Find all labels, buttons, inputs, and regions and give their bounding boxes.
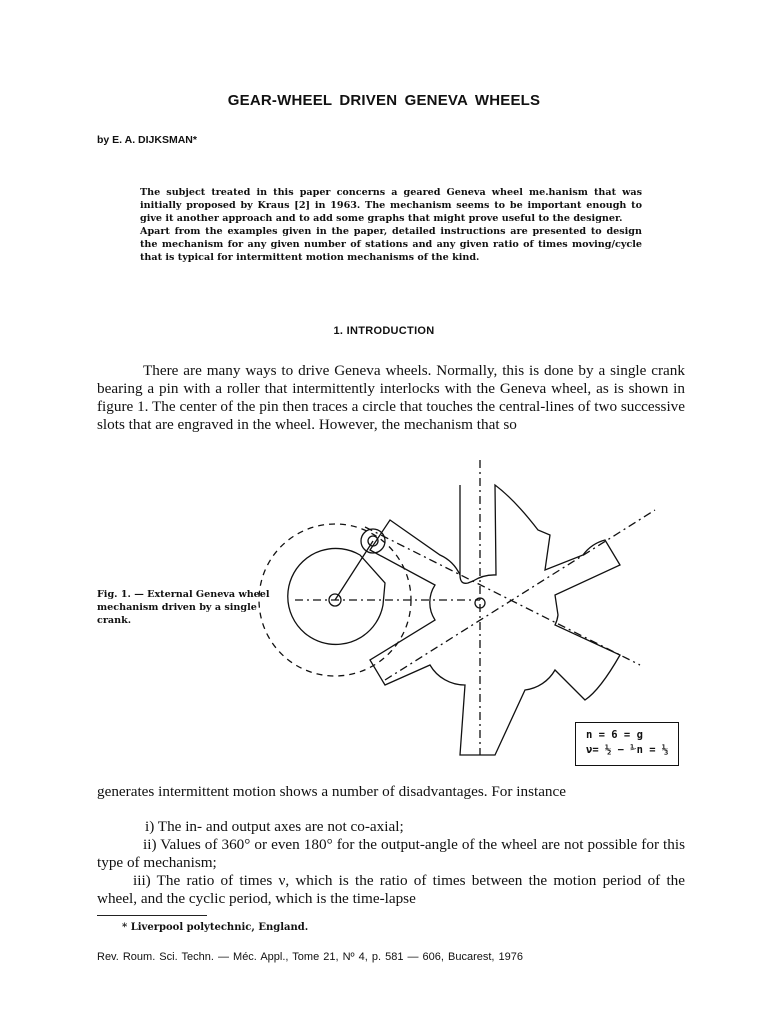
figure-caption: Fig. 1. — External Geneva wheel mechanism driven by a single crank. — [97, 589, 270, 626]
list-item: ii) Values of 360° or even 180° for the output-angle of the wheel are not possible for this type of mechanism; — [97, 836, 685, 871]
abstract-paragraph: Apart from the examples given in the paper, detailed instructions are presented to design the mechanism for any given number of stations and any given ratio of times moving/cycle that is typical for intermittent motion mechanisms of the kind. — [140, 226, 642, 263]
footnote: * Liverpool polytechnic, England. — [122, 922, 309, 933]
geneva-wheel-outline — [370, 485, 620, 755]
abstract — [140, 186, 642, 264]
author-byline: by E. A. DIJKSMAN* — [97, 134, 197, 146]
paper-title: GEAR-WHEEL DRIVEN GENEVA WHEELS — [227, 92, 541, 109]
footnote-divider — [97, 915, 207, 916]
crank-arm — [335, 541, 373, 600]
journal-citation: Rev. Roum. Sci. Techn. — Méc. Appl., Tome 21, Nº 4, p. 581 — 606, Bucarest, 1976 — [97, 951, 524, 963]
section-heading: 1. INTRODUCTION — [333, 325, 435, 337]
abstract-paragraph: The subject treated in this paper concerns a geared Geneva wheel me.hanism that was initially proposed by Kraus [2] in 1963. The mechanism seems to be important enough to give it another approach and to add some graphs that might prove useful to the designer. — [140, 187, 642, 224]
continuation-paragraph: generates intermittent motion shows a number of disadvantages. For instance — [97, 783, 567, 800]
parameter-box — [575, 722, 679, 766]
intro-paragraph: There are many ways to drive Geneva wheels. Normally, this is done by a single crank bearing a pin with a roller that intermittently interlocks with the Geneva wheel, as is shown in figure 1. The center of the pin then traces a circle that touches the central-lines of two successive slots that are engraved in the wheel. However, the mechanism that so — [97, 362, 685, 433]
list-item: iii) The ratio of times ν, which is the ratio of times between the motion period of the wheel, and the cyclic period, which is the time-lapse — [97, 872, 685, 907]
parameter-line: ν= ½ − ⅟n = ⅓ — [586, 744, 669, 756]
parameter-line: n = 6 = g — [586, 729, 643, 741]
list-item: i) The in- and output axes are not co-axial; — [145, 818, 404, 835]
crank-disk — [288, 548, 385, 644]
